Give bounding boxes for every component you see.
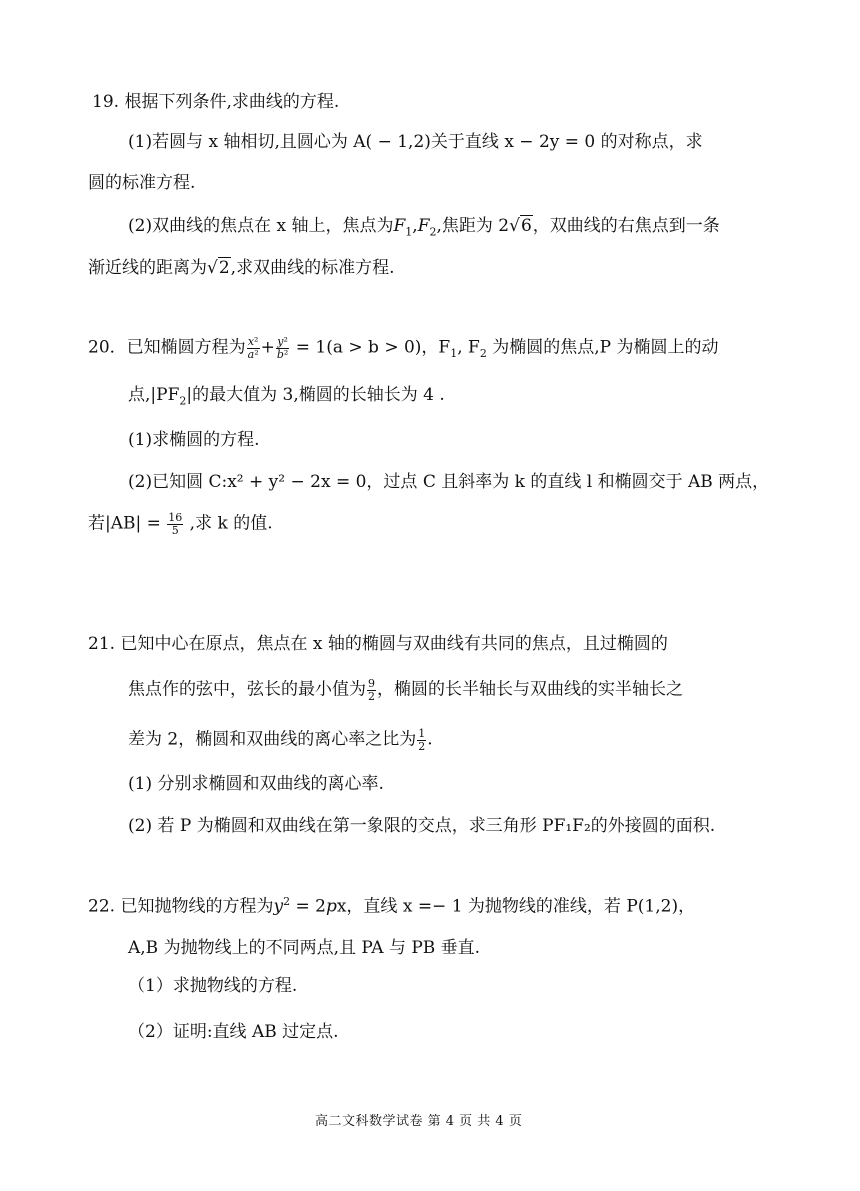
q21-part1: (1) 分别求椭圆和双曲线的离心率. [128, 774, 384, 794]
q20-part1: (1)求椭圆的方程. [128, 430, 260, 450]
q22-part2: （2）证明:直线 AB 过定点. [128, 1022, 339, 1042]
q21-line2: 焦点作的弦中，弦长的最小值为 $\frac{9}{2}$ ，椭圆的长半轴长与双曲线的实半轴长之 [128, 677, 683, 703]
q19-part1-line1: (1)若圆与 x 轴相切,且圆心为 A( − 1,2)关于直线 x − 2y = 0 的对称点，求 [128, 132, 703, 152]
q22-line1: 22. 已知抛物线的方程为$y^2 = 2px$，直线 x =− 1 为抛物线的准线，若 P(1,2)， [88, 895, 696, 917]
q20-line2: 点$,|PF_2|$的最大值为 3,椭圆的长轴长为 4 . [128, 385, 445, 408]
page-footer: 高二文科数学试卷 第 4 页 共 4 页 [315, 1114, 523, 1129]
q19-part2-line2: 渐近线的距离为√2,求双曲线的标准方程. [88, 258, 395, 278]
q19-part1-line2: 圆的标准方程. [88, 173, 196, 193]
q21-line3: 差为 2，椭圆和双曲线的离心率之比为 $\frac{1}{2}$ . [128, 727, 433, 753]
q21-line1: 21. 已知中心在原点，焦点在 x 轴的椭圆与双曲线有共同的焦点，且过椭圆的 [88, 634, 668, 654]
q20-part2-line2: 若|AB| = $\frac{16}{5}$ ,求 k 的值. [88, 511, 273, 537]
q19-part2-line1: (2)双曲线的焦点在 x 轴上，焦点为$F_1,F_2$,焦距为 2√6，双曲线的右焦点到一条 [128, 216, 720, 239]
q19-title: 19. 根据下列条件,求曲线的方程. [92, 92, 340, 112]
q20-line1: 20．已知椭圆方程为 $\frac{\text{x²}}{\text{a²}}$ + $\frac{\text{y²}}{\text{b²}}$ = 1(a > b > 0)，$F_1$, $F_2$ 为椭圆的焦点,P 为椭圆上的动 [88, 335, 719, 361]
q21-part2: (2) 若 P 为椭圆和双曲线在第一象限的交点，求三角形 PF₁F₂的外接圆的面积. [128, 816, 716, 836]
q22-line2: A,B 为抛物线上的不同两点,且 PA 与 PB 垂直. [128, 938, 481, 958]
q22-part1: （1）求抛物线的方程. [128, 976, 298, 996]
q20-part2-line1: (2)已知圆 C:x² + y² − 2x = 0，过点 C 且斜率为 k 的直线 l 和椭圆交于 AB 两点， [128, 472, 770, 492]
